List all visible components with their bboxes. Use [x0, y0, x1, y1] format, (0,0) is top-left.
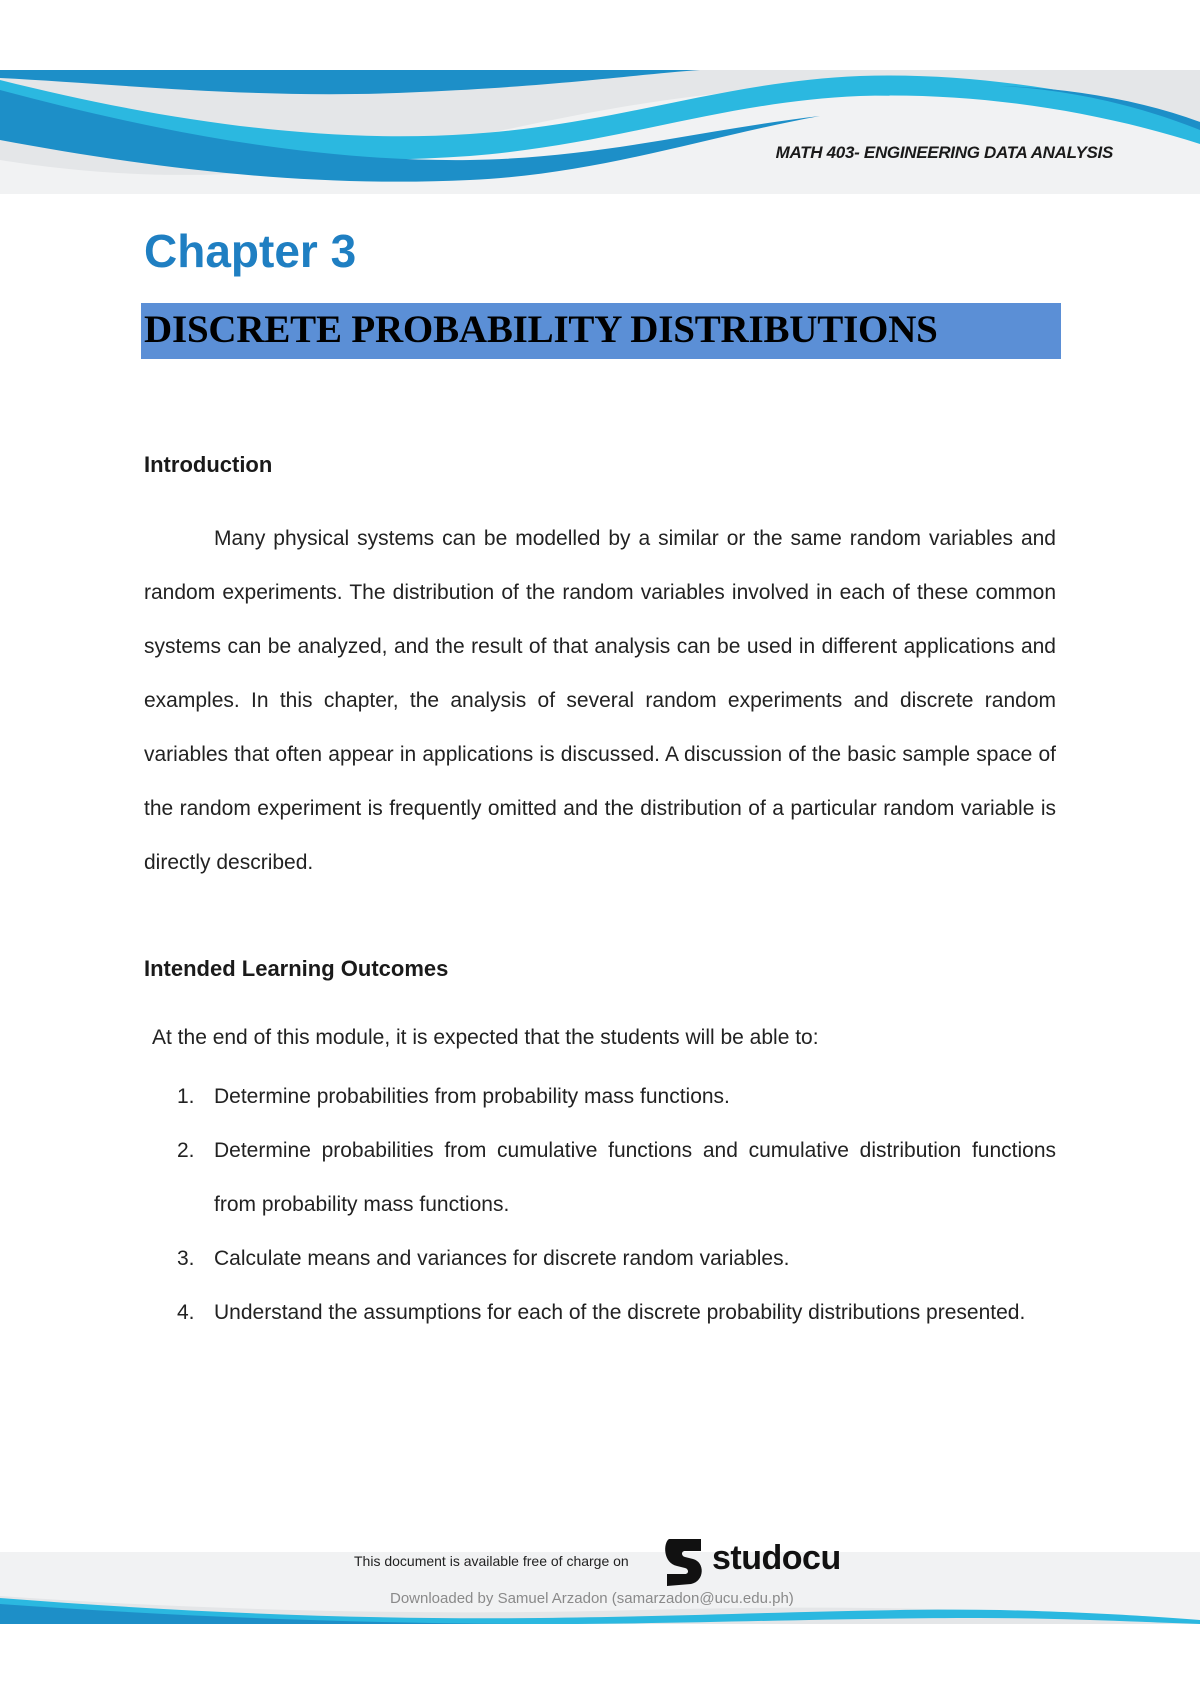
- list-item-number: 3.: [177, 1247, 195, 1270]
- list-item: [144, 1232, 1056, 1286]
- chapter-subtitle: DISCRETE PROBABILITY DISTRIBUTIONS: [144, 308, 938, 351]
- list-item-number: 2.: [177, 1139, 195, 1162]
- introduction-paragraph: Many physical systems can be modelled by a similar or the same random variables and random experiments. The distribution of the random variables involved in each of these common systems can be analyzed, and the result of that analysis can be used in different applications and examples. In this chapter, the analysis of several random experiments and discrete random variables that often appear in applications is discussed. A discussion of the basic sample space of the random experiment is frequently omitted and the distribution of a particular random variable is directly described.: [144, 527, 1056, 874]
- introduction-heading: Introduction: [144, 452, 273, 477]
- list-item: [144, 1124, 1056, 1232]
- download-note: Downloaded by Samuel Arzadon (samarzadon@ucu.edu.ph): [390, 1590, 794, 1607]
- list-item: [144, 1286, 1056, 1340]
- list-item-text: Calculate means and variances for discrete random variables.: [214, 1247, 790, 1270]
- outcomes-heading: Intended Learning Outcomes: [144, 956, 449, 981]
- studocu-logo-icon[interactable]: [661, 1537, 707, 1587]
- list-item-text: Understand the assumptions for each of the discrete probability distributions presented.: [214, 1301, 1026, 1324]
- course-title: MATH 403- ENGINEERING DATA ANALYSIS: [775, 143, 1113, 162]
- header-wave-decoration: [0, 70, 1200, 194]
- list-item-number: 4.: [177, 1301, 195, 1324]
- chapter-title: Chapter 3: [144, 225, 357, 277]
- list-item-number: 1.: [177, 1085, 195, 1108]
- list-item-text: Determine probabilities from cumulative functions and cumulative distribution functions from probability mass functions.: [214, 1139, 1056, 1216]
- list-item: [144, 1070, 1056, 1124]
- studocu-brand[interactable]: studocu: [712, 1539, 841, 1577]
- outcomes-list: [144, 1070, 1056, 1340]
- availability-note: This document is available free of charge on: [354, 1553, 629, 1569]
- list-item-text: Determine probabilities from probability mass functions.: [214, 1085, 730, 1108]
- outcomes-lead: At the end of this module, it is expected that the students will be able to:: [152, 1026, 819, 1049]
